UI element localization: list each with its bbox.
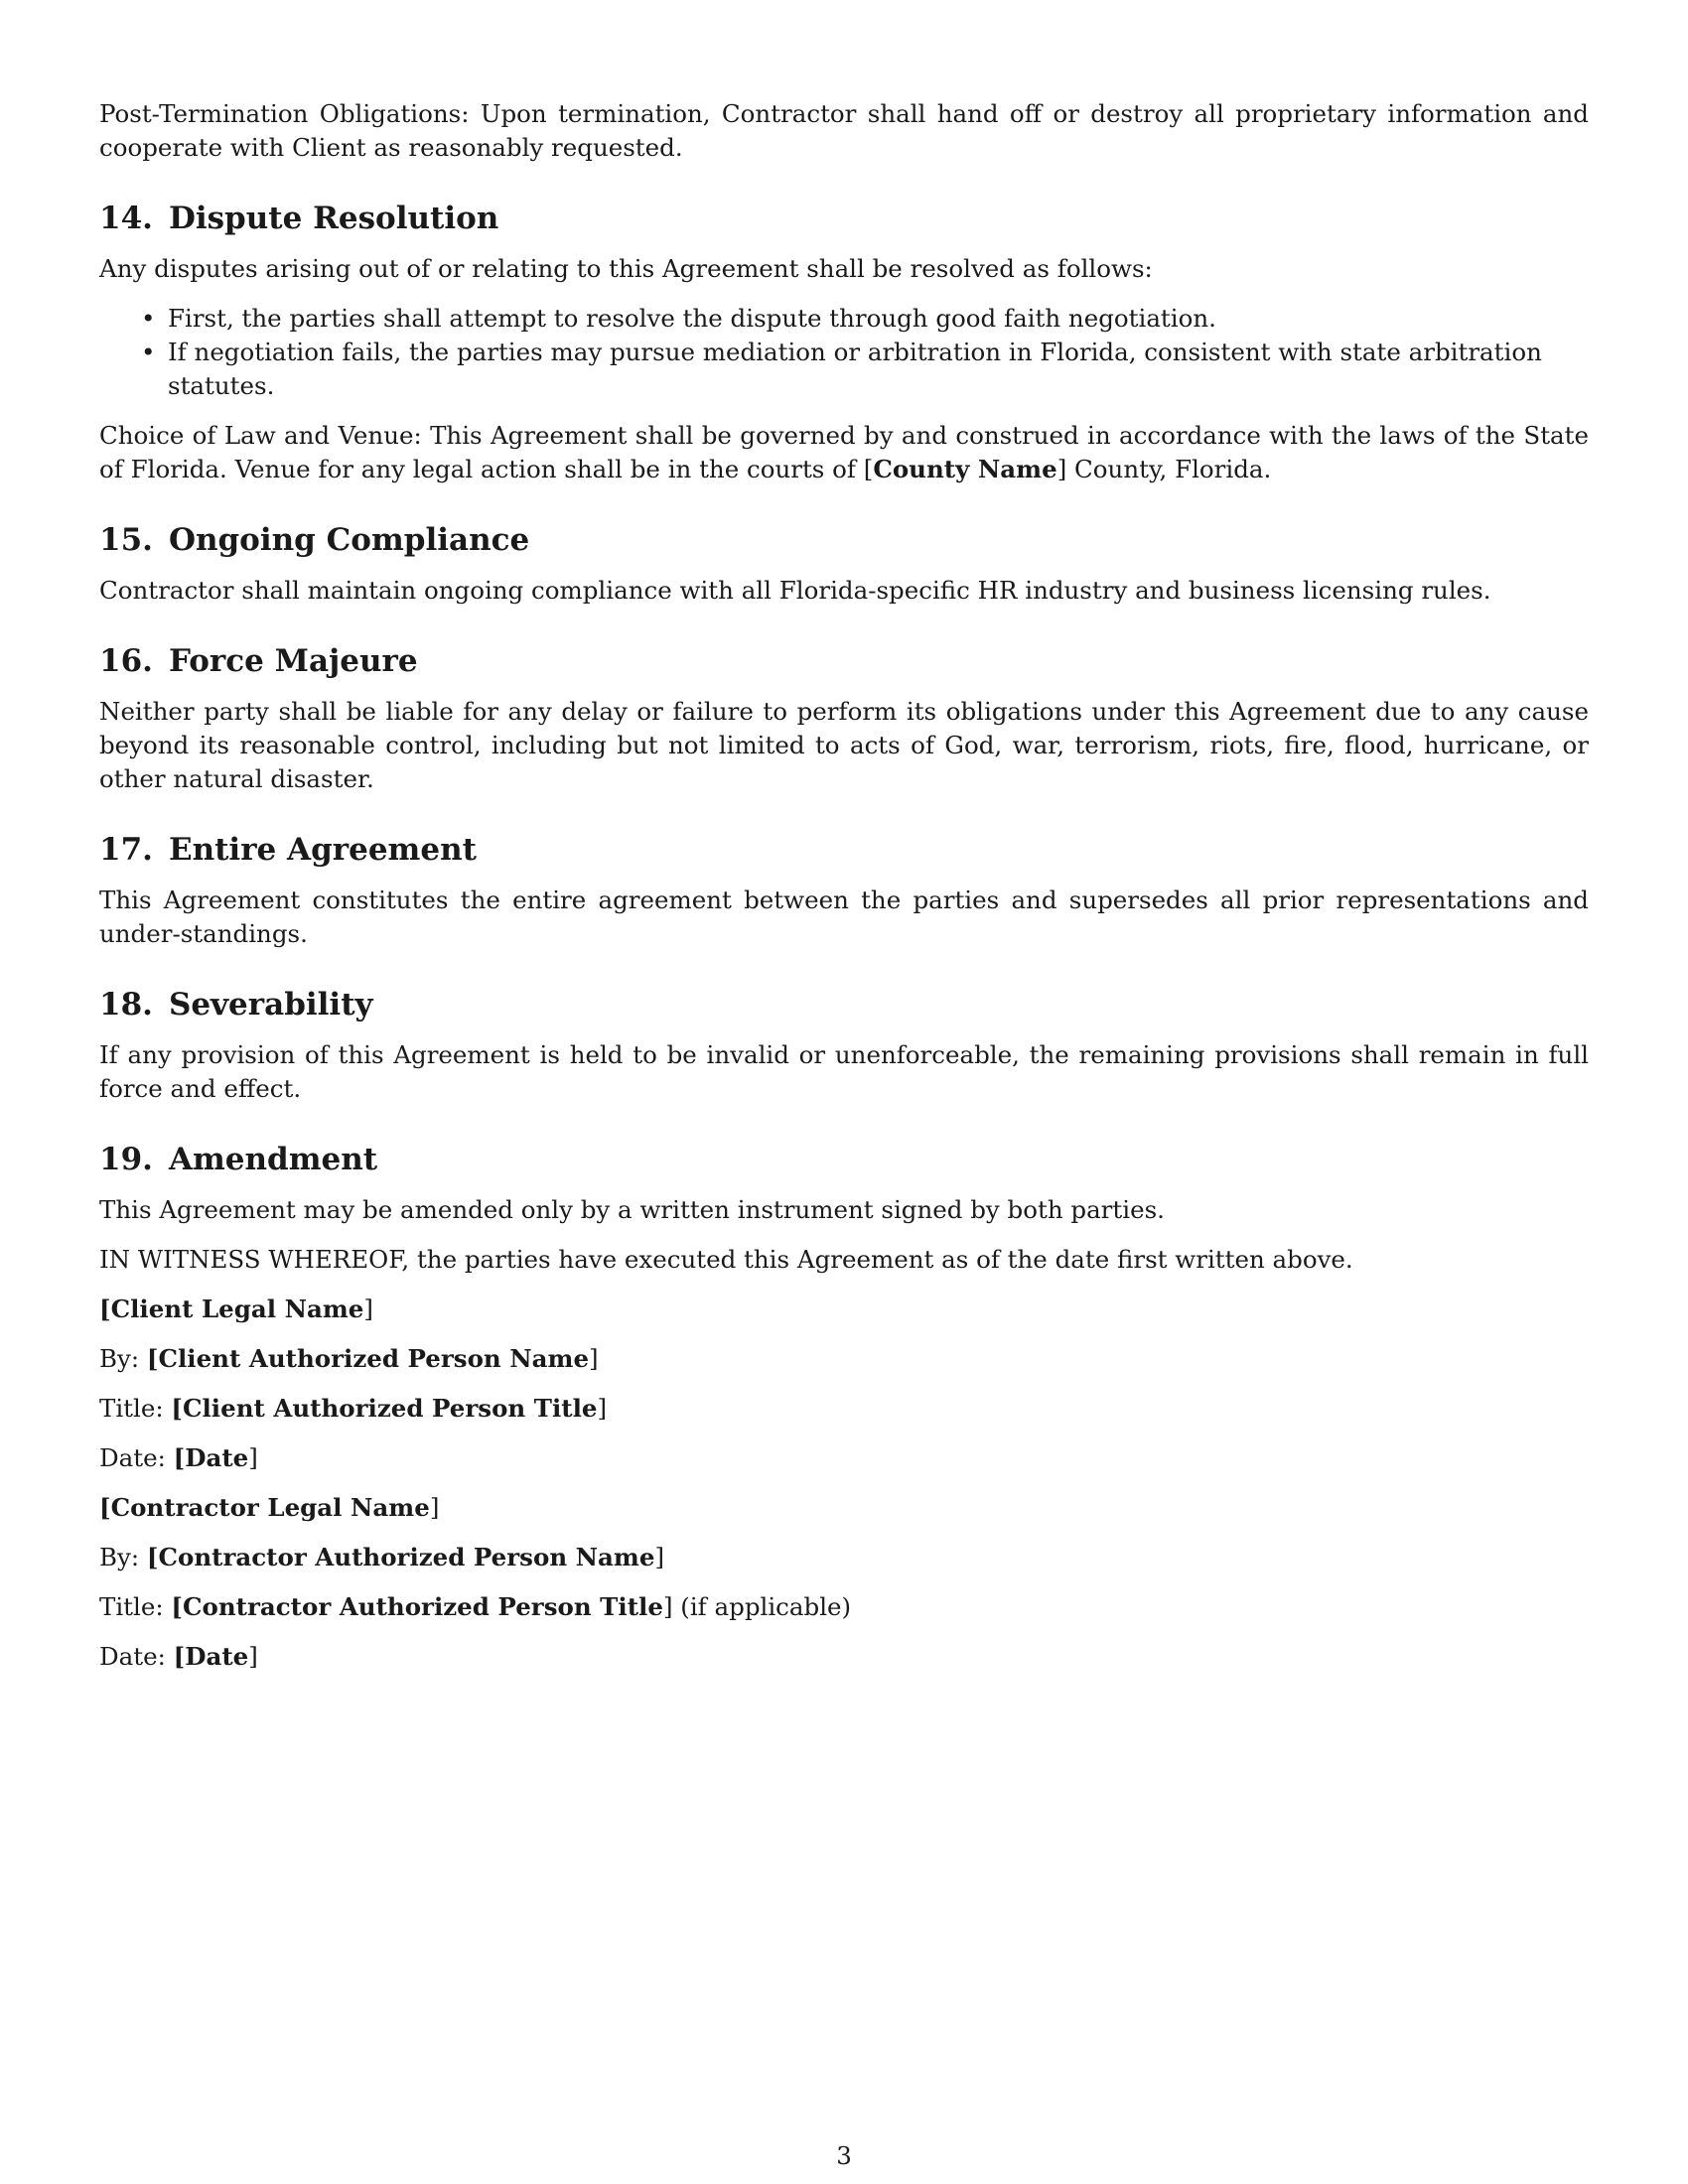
list-item-text: If negotiation fails, the parties may pursue mediation or arbitration in Florida, consistent with state arbitration statutes. (168, 338, 1542, 400)
bracket: ] (597, 1394, 608, 1423)
choice-of-law-text: Choice of Law and Venue: This Agreement shall be governed by and construed in accordance with the laws of the State of Florida. Venue for any legal action shall be in the courts of (99, 421, 1589, 483)
bracket: [ (99, 1295, 111, 1323)
client-date-line (99, 1441, 1589, 1475)
section-title: Amendment (168, 1142, 378, 1177)
list-item-text: First, the parties shall attempt to resolve the dispute through good faith negotiation. (168, 304, 1216, 333)
section-19-heading (99, 1140, 1589, 1179)
bullet-icon: • (141, 304, 156, 333)
bracket: [ (863, 455, 874, 483)
contractor-person-name: Contractor Authorized Person Name (158, 1543, 655, 1571)
bracket: [ (146, 1344, 159, 1373)
section-17-heading (99, 830, 1589, 870)
date-label: Date: (99, 1443, 174, 1472)
bracket: ] (363, 1295, 373, 1323)
client-legal-name: Client Legal Name (110, 1295, 364, 1323)
contractor-legal-name: Contractor Legal Name (110, 1493, 430, 1522)
bracket: ] (1056, 455, 1067, 483)
client-person-name: Client Authorized Person Name (158, 1344, 590, 1373)
force-majeure-paragraph: Neither party shall be liable for any delay or failure to perform its obligations under this Agreement due to any cause beyond its reasonable control, including but not limited to acts of God, war, terrorism, riots, fire, flood, hurricane, or other natural disaster. (99, 697, 1589, 793)
section-number: 14. (99, 201, 153, 236)
amendment-paragraph: This Agreement may be amended only by a written instrument signed by both parties. (99, 1195, 1165, 1224)
title-label: Title: (99, 1394, 172, 1423)
bracket: ] (589, 1344, 599, 1373)
title-label: Title: (99, 1592, 172, 1621)
dispute-intro-paragraph: Any disputes arising out of or relating to this Agreement shall be resolved as follows: (99, 254, 1153, 283)
bracket: [ (171, 1592, 183, 1621)
section-number: 18. (99, 987, 153, 1023)
document-page (99, 97, 1589, 1690)
contractor-by-line (99, 1541, 1589, 1574)
contractor-date-line (99, 1640, 1589, 1674)
section-title: Severability (168, 987, 373, 1023)
contractor-legal-name-line (99, 1491, 1589, 1525)
date-label: Date: (99, 1642, 174, 1671)
section-number: 15. (99, 522, 153, 558)
dispute-steps-list (99, 302, 1589, 403)
witness-paragraph: IN WITNESS WHEREOF, the parties have executed this Agreement as of the date first written above. (99, 1245, 1353, 1274)
section-title: Force Majeure (168, 643, 418, 679)
by-label: By: (99, 1344, 147, 1373)
contractor-date: Date (185, 1642, 249, 1671)
bracket: ] (248, 1443, 258, 1472)
county-name-placeholder: County Name (873, 455, 1057, 483)
contractor-title-line (99, 1590, 1589, 1624)
client-legal-name-line (99, 1293, 1589, 1326)
bracket: [ (171, 1394, 183, 1423)
client-person-title: Client Authorized Person Title (183, 1394, 598, 1423)
section-16-heading (99, 641, 1589, 681)
bracket: [ (99, 1493, 111, 1522)
bracket: ] (662, 1592, 673, 1621)
section-title: Entire Agreement (168, 832, 477, 868)
choice-of-law-paragraph (99, 419, 1589, 486)
bracket: [ (146, 1543, 159, 1571)
list-item (99, 336, 1589, 403)
section-number: 16. (99, 643, 153, 679)
page-number: 3 (836, 2141, 852, 2170)
entire-agreement-paragraph: This Agreement constitutes the entire agreement between the parties and supersedes all prior representations and under-standings. (99, 886, 1589, 948)
choice-of-law-text-end: County, Florida. (1066, 455, 1272, 483)
bracket: [ (173, 1642, 186, 1671)
section-18-heading (99, 985, 1589, 1024)
bullet-icon: • (141, 338, 156, 366)
bracket: ] (248, 1642, 258, 1671)
section-title: Dispute Resolution (168, 201, 499, 236)
list-item (99, 302, 1589, 336)
title-suffix: (if applicable) (672, 1592, 852, 1621)
client-by-line (99, 1342, 1589, 1376)
section-number: 17. (99, 832, 153, 868)
bracket: ] (429, 1493, 440, 1522)
section-15-heading (99, 520, 1589, 560)
severability-paragraph: If any provision of this Agreement is held to be invalid or unenforceable, the remaining provisions shall remain in full force and effect. (99, 1040, 1589, 1103)
client-title-line (99, 1392, 1589, 1426)
section-title: Ongoing Compliance (168, 522, 530, 558)
contractor-person-title: Contractor Authorized Person Title (183, 1592, 663, 1621)
section-number: 19. (99, 1142, 153, 1177)
compliance-paragraph: Contractor shall maintain ongoing compliance with all Florida-specific HR industry and business licensing rules. (99, 576, 1491, 605)
client-date: Date (185, 1443, 249, 1472)
bracket: ] (654, 1543, 664, 1571)
section-14-heading (99, 199, 1589, 238)
post-termination-paragraph: Post-Termination Obligations: Upon termination, Contractor shall hand off or destroy all proprietary information and cooperate with Client as reasonably requested. (99, 99, 1589, 162)
by-label: By: (99, 1543, 147, 1571)
bracket: [ (173, 1443, 186, 1472)
